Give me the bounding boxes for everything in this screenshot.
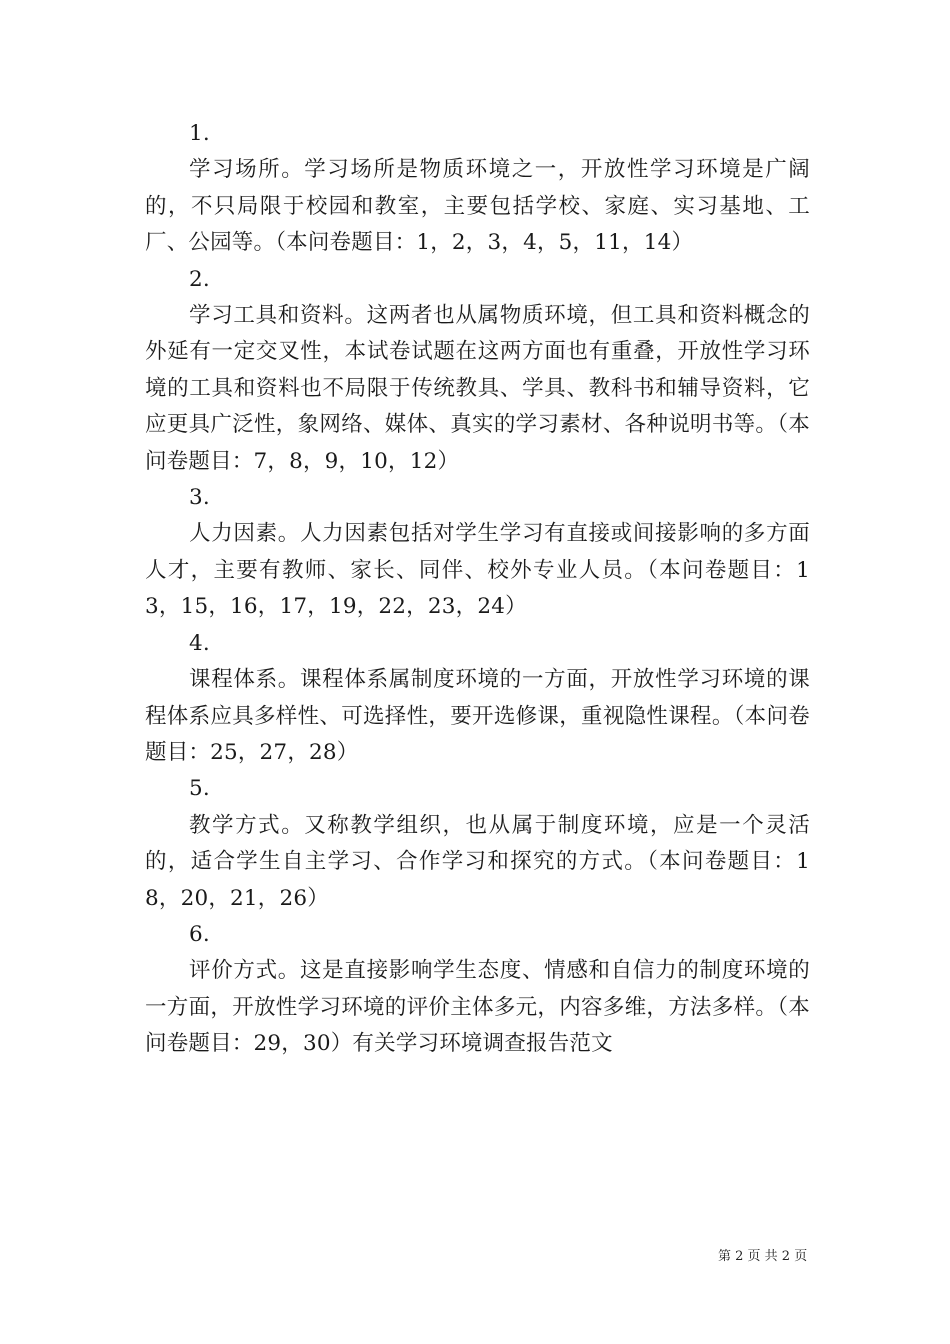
item-text: 学习场所。学习场所是物质环境之一，开放性学习环境是广阔的，不只局限于校园和教室，主要包括学校、家庭、实习基地、工厂、公园等。（本问卷题目：1，2，3，4，5，11，14）: [145, 157, 810, 256]
list-item: [145, 917, 810, 1063]
item-number: 4.: [189, 630, 210, 656]
list-item: [145, 262, 810, 480]
item-number: 5.: [189, 776, 210, 802]
list-item: [145, 116, 810, 262]
item-number: 1.: [189, 121, 210, 146]
item-text: 人力因素。人力因素包括对学生学习有直接或间接影响的多方面人才，主要有教师、家长、同伴、校外专业人员。（本问卷题目：13，15，16，17，19，22，23，24）: [145, 521, 810, 620]
item-number: 6.: [189, 921, 210, 947]
item-text: 评价方式。这是直接影响学生态度、情感和自信力的制度环境的一方面，开放性学习环境的评价主体多元，内容多维，方法多样。（本问卷题目：29，30）有关学习环境调查报告范文: [145, 958, 810, 1057]
item-text: 教学方式。又称教学组织，也从属于制度环境，应是一个灵活的，适合学生自主学习、合作学习和探究的方式。（本问卷题目：18，20，21，26）: [145, 812, 810, 911]
list-item: [145, 480, 810, 626]
list-item: [145, 771, 810, 917]
item-number: 2.: [189, 266, 210, 292]
page-indicator: 第 2 页 共 2 页: [718, 1249, 808, 1264]
list-item: [145, 626, 810, 772]
item-text: 学习工具和资料。这两者也从属物质环境，但工具和资料概念的外延有一定交叉性，本试卷试题在这两方面也有重叠，开放性学习环境的工具和资料也不局限于传统教具、学具、教科书和辅导资料，它应更具广泛性，象网络、媒体、真实的学习素材、各种说明书等。（本问卷题目：7，8，9，10，12）: [145, 303, 810, 474]
item-text: 课程体系。课程体系属制度环境的一方面，开放性学习环境的课程体系应具多样性、可选择性，要开选修课，重视隐性课程。（本问卷题目：25，27，28）: [145, 667, 810, 765]
item-number: 3.: [189, 485, 210, 511]
document-body: [145, 116, 810, 1063]
